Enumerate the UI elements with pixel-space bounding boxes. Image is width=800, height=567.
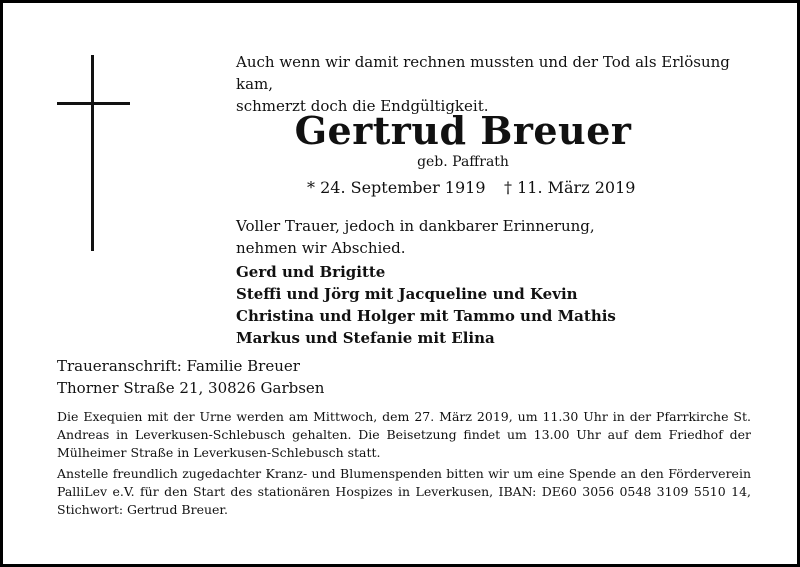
grief-statement: [236, 215, 736, 259]
exequies-paragraph: Die Exequien mit der Urne werden am Mittwoch, dem 27. März 2019, um 11.30 Uhr in der Pfarrkirche St. Andreas in Leverkusen-Schlebusch gehalten. Die Beisetzung findet um 13.00 Uhr auf dem Friedhof der Mülheimer Straße in Leverkusen-Schlebusch statt.: [57, 409, 751, 460]
address-line-2: Thorner Straße 21, 30826 Garbsen: [57, 379, 325, 397]
grief-line-2: nehmen wir Abschied.: [236, 239, 406, 257]
death-date: † 11. März 2019: [504, 178, 636, 197]
family-list: [236, 261, 616, 349]
intro-line-2: schmerzt doch die Endgültigkeit.: [236, 97, 489, 115]
birth-date: * 24. September 1919: [307, 178, 486, 197]
family-member: Steffi und Jörg mit Jacqueline und Kevin: [236, 285, 578, 303]
family-member: Christina und Holger mit Tammo und Mathis: [236, 307, 616, 325]
deceased-name: Gertrud Breuer: [294, 108, 632, 153]
grief-line-1: Voller Trauer, jedoch in dankbarer Erinnerung,: [236, 217, 595, 235]
cross-horizontal-bar: [57, 102, 130, 105]
intro-line-1: Auch wenn wir damit rechnen mussten und der Tod als Erlösung kam,: [236, 53, 730, 93]
family-member: Gerd und Brigitte: [236, 263, 386, 281]
family-member: Markus und Stefanie mit Elina: [236, 329, 495, 347]
mourning-address: [57, 355, 324, 399]
address-line-1: Traueranschrift: Familie Breuer: [57, 357, 300, 375]
donation-paragraph: Anstelle freundlich zugedachter Kranz- und Blumenspenden bitten wir um eine Spende an den Förderverein PalliLev e.V. für den Start des stationären Hospizes in Leverkusen, IBAN: DE60 3056 0548 3109 5510 14, Stichwort: Gertrud Breuer.: [57, 466, 751, 517]
maiden-name: geb. Paffrath: [417, 154, 509, 170]
